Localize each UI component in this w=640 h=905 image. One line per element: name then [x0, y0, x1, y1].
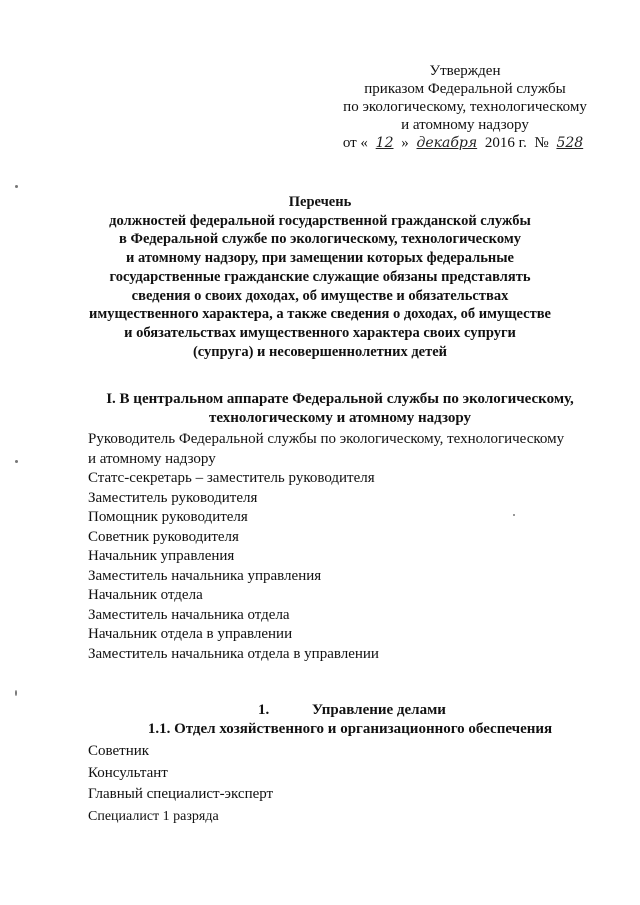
role-item: Консультант: [88, 764, 168, 781]
scan-speck: [15, 185, 18, 188]
section-heading-line: технологическому и атомному надзору: [208, 410, 472, 426]
title-line: государственные гражданские служащие обязаны представлять: [109, 268, 531, 285]
title-line: Перечень: [288, 194, 352, 210]
handwritten-month: декабря: [416, 135, 478, 151]
positions-list: [88, 430, 608, 664]
department-name: Управление делами: [312, 702, 446, 718]
role-item: Специалист 1 разряда: [88, 808, 219, 824]
approval-line: и атомному надзору: [401, 117, 529, 133]
roles-list: [88, 741, 488, 827]
position-item: Начальник отдела: [88, 587, 203, 603]
position-item: Начальник управления: [88, 548, 235, 564]
section-heading-line: I. В центральном аппарате Федеральной службы по экологическому,: [106, 391, 574, 407]
handwritten-number: 528: [556, 135, 584, 151]
title-line: и атомному надзору, при замещении которых федеральные: [126, 250, 514, 267]
subdepartment-heading: 1.1. Отдел хозяйственного и организационного обеспечения: [147, 721, 553, 737]
role-item: Главный специалист-эксперт: [88, 786, 274, 802]
approval-line: по экологическому, технологическому: [343, 99, 587, 115]
position-item: Заместитель начальника управления: [88, 567, 322, 584]
position-item: Начальник отдела в управлении: [88, 626, 293, 642]
position-item: и атомному надзору: [88, 450, 216, 467]
position-item: Заместитель руководителя: [88, 489, 258, 506]
role-item: Советник: [88, 743, 150, 759]
position-item: Заместитель начальника отдела в управлении: [88, 645, 379, 662]
title-line: сведения о своих доходах, об имуществе и обязательствах: [131, 287, 509, 304]
title-line: в Федеральной службе по экологическому, технологическому: [119, 231, 521, 248]
section-heading: [90, 390, 590, 428]
position-item: Помощник руководителя: [88, 509, 248, 525]
title-line: имущественного характера, а также сведения о доходах, об имуществе: [89, 306, 551, 323]
approval-line: приказом Федеральной службы: [364, 81, 566, 97]
position-item: Советник руководителя: [88, 528, 239, 545]
scan-speck: [15, 460, 18, 463]
date-prefix: от «: [342, 135, 368, 151]
scan-speck: [513, 514, 515, 516]
position-item: Руководитель Федеральной службы по экологическому, технологическому: [88, 431, 565, 447]
title-line: должностей федеральной государственной гражданской службы: [109, 212, 531, 229]
title-line: и обязательствах имущественного характера своих супруги: [124, 324, 516, 341]
approval-block: [330, 62, 600, 152]
title-line: (супруга) и несовершеннолетних детей: [192, 343, 448, 360]
approval-date-line: [330, 134, 600, 152]
number-prefix: №: [534, 135, 549, 151]
position-item: Заместитель начальника отдела: [88, 606, 290, 623]
approval-line: Утвержден: [429, 63, 501, 79]
date-separator: »: [401, 135, 409, 151]
scan-speck: [15, 690, 17, 696]
department-number: 1.: [258, 702, 270, 718]
position-item: Статс-секретарь – заместитель руководителя: [88, 470, 375, 486]
handwritten-day: 12: [375, 135, 394, 151]
date-year: 2016 г.: [484, 135, 527, 151]
document-title: [70, 193, 570, 361]
